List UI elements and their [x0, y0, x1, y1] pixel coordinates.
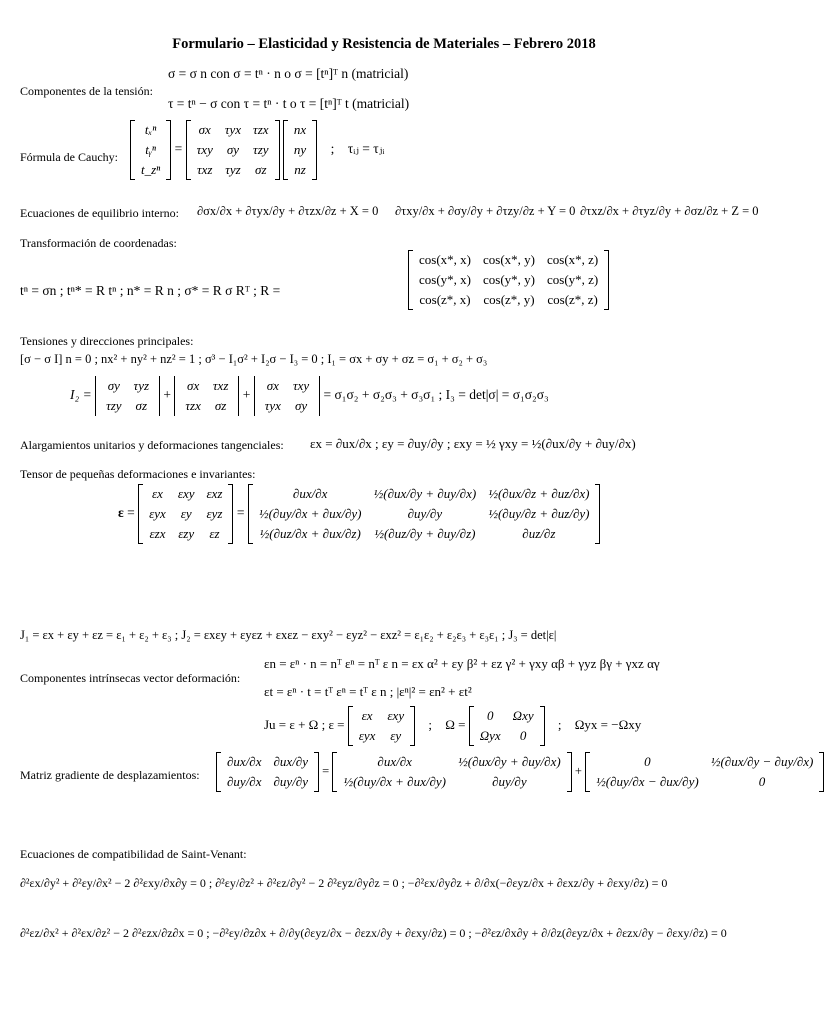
eq-equilibrio-x: ∂σx/∂x + ∂τyx/∂y + ∂τzx/∂z + X = 0 — [197, 204, 379, 218]
label-gradiente: Matriz gradiente de desplazamientos: — [20, 768, 200, 782]
label-principales: Tensiones y direcciones principales: — [20, 334, 194, 348]
eq-invariante-I2: I₂ = σy τyz τzy σz + σx τxz τzx σz + σx τxy τyx σy = σ₁σ₂ + σ₂σ₃ + σ₃σ₁ ; I₃ = det|σ| = σ₁σ₂σ₃ — [70, 376, 549, 416]
eq-equilibrio-y: ∂τxy/∂x + ∂σy/∂y + ∂τzy/∂z + Y = 0 — [395, 204, 576, 218]
cauchy-symmetry: τᵢⱼ = τⱼᵢ — [347, 141, 385, 157]
eq-principales-1: [σ − σ I] n = 0 ; nx² + ny² + nz² = 1 ; σ³ − I₁σ² + I₂σ − I₃ = 0 ; I₁ = σx + σy + σz = σ₁ + σ₂ + σ₃ — [20, 352, 488, 366]
eq-tau: τ = tⁿ − σ con τ = tⁿ · t o τ = [tⁿ]ᵀ t (matricial) — [168, 96, 410, 111]
eq-intrinseca-tangencial: εt = εⁿ · t = tᵀ εⁿ = tᵀ ε n ; |εⁿ|² = εn² + εt² — [264, 684, 472, 699]
eq-alargamientos: εx = ∂ux/∂x ; εy = ∂uy/∂y ; εxy = ½ γxy = ½(∂ux/∂y + ∂uy/∂x) — [310, 436, 636, 451]
label-alargamientos: Alargamientos unitarios y deformaciones tangenciales: — [20, 438, 284, 452]
label-transformacion: Transformación de coordenadas: — [20, 236, 177, 250]
cauchy-matrix: tₓⁿ tᵧⁿ t_zⁿ = σx τyx τzx τxy σy τzy τxz τyz σz nx ny nz ; τᵢⱼ = τⱼᵢ — [130, 120, 384, 180]
label-tensor: Tensor de pequeñas deformaciones e invariantes: — [20, 467, 256, 481]
eq-ju: Ju = ε + Ω ; ε = — [264, 716, 345, 732]
eq-saint-venant-1: ∂²εx/∂y² + ∂²εy/∂x² − 2 ∂²εxy/∂x∂y = 0 ; ∂²εy/∂z² + ∂²εz/∂y² − 2 ∂²εyz/∂y∂z = 0 ; −∂²εx/∂y∂z + ∂/∂x(−∂εyz/∂x + ∂εxz/∂y + ∂εxy/∂z) = 0 — [20, 876, 668, 890]
eq-saint-venant-2: ∂²εz/∂x² + ∂²εx/∂z² − 2 ∂²εzx/∂z∂x = 0 ; −∂²εy/∂z∂x + ∂/∂y(∂εyz/∂x − ∂εzx/∂y + ∂εxy/∂z) = 0 ; −∂²εz/∂x∂y + ∂/∂z(∂εyz/∂x + ∂εzx/∂y − ∂εxy/∂z) = 0 — [20, 926, 727, 940]
eq-intrinseca-normal: εn = εⁿ · n = nᵀ εⁿ = nᵀ ε n = εx α² + εy β² + εz γ² + γxy αβ + γyz βγ + γxz αγ — [264, 656, 660, 671]
label-saint-venant: Ecuaciones de compatibilidad de Saint-Venant: — [20, 847, 247, 861]
strain-tensor: ε = εx εxy εxz εyx εy εyz εzx εzy εz = ∂ux/∂x ½(∂ux/∂y + ∂uy/∂x) ½(∂ux/∂z + ∂uz/∂x) ½(∂uy/∂x + ∂ux/∂y) ∂uy/∂y ½(∂uy/∂z + ∂uz/∂y) ½(∂uz/∂x + ∂ux/∂z) ½(∂uz/∂y + ∂uy/∂z) ∂uz/∂z — [118, 484, 600, 544]
eq-transformacion: tⁿ = σn ; tⁿ* = R tⁿ ; n* = R n ; σ* = R σ Rᵀ ; R = — [20, 283, 281, 298]
label-tension: Componentes de la tensión: — [20, 84, 153, 98]
rotation-matrix: cos(x*, x) cos(x*, y) cos(x*, z) cos(y*, x) cos(y*, y) cos(y*, z) cos(z*, x) cos(z*, y) cos(z*, z) — [408, 250, 609, 310]
label-equilibrio: Ecuaciones de equilibrio interno: — [20, 206, 179, 220]
label-cauchy: Fórmula de Cauchy: — [20, 150, 118, 164]
eq-gradiente-desc: Ju = ε + Ω ; ε = εx εxy εyx εy ; Ω = 0 Ωxy Ωyx 0 ; Ωyx = −Ωxy — [264, 706, 641, 746]
eq-omega: Ω = — [445, 716, 466, 732]
page-title: Formulario – Elasticidad y Resistencia de Materiales – Febrero 2018 — [172, 36, 596, 52]
eq-principales-2: = σ₁σ₂ + σ₂σ₃ + σ₃σ₁ ; I₃ = det|σ| = σ₁σ₂σ₃ — [323, 387, 549, 403]
eq-invariantes: J₁ = εx + εy + εz = ε₁ + ε₂ + ε₃ ; J₂ = εxεy + εyεz + εxεz − εxy² − εyz² − εxz² = ε₁ε₂ + ε₂ε₃ + ε₃ε₁ ; J₃ = det|ε| — [20, 628, 557, 642]
gradient-matrix: ∂ux/∂x ∂ux/∂y ∂uy/∂x ∂uy/∂y = ∂ux/∂x ½(∂ux/∂y + ∂uy/∂x) ½(∂uy/∂x + ∂ux/∂y) ∂uy/∂y + 0 ½(∂ux/∂y − ∂uy/∂x) ½(∂uy/∂x − ∂ux/∂y) 0 — [216, 752, 824, 792]
eq-omega-sym: Ωyx = −Ωxy — [574, 716, 642, 732]
label-intrinsecas: Componentes intrínsecas vector deformación: — [20, 671, 241, 685]
eq-sigma: σ = σ n con σ = tⁿ · n o σ = [tⁿ]ᵀ n (matricial) — [168, 66, 409, 81]
eq-equilibrio-z: ∂τxz/∂x + ∂τyz/∂y + ∂σz/∂z + Z = 0 — [580, 204, 759, 218]
